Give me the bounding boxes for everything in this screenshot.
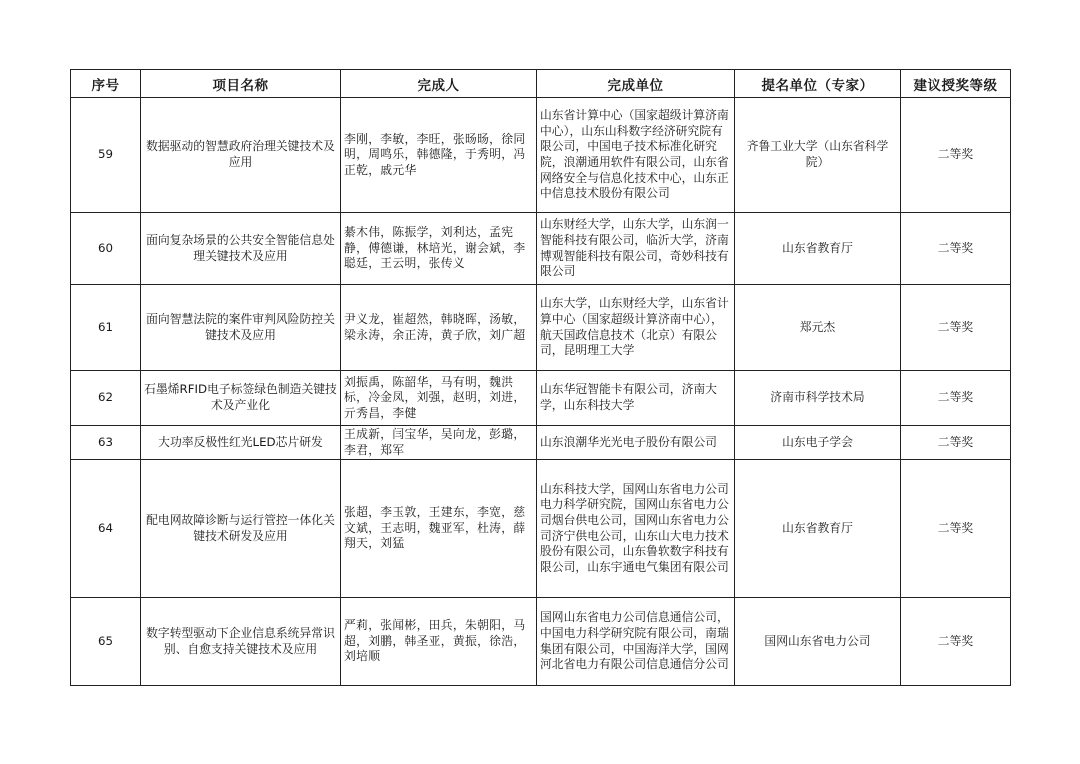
nominator: 山东省教育厅 <box>735 460 901 598</box>
award-level: 二等奖 <box>901 98 1011 213</box>
completing-units: 山东华冠智能卡有限公司，济南大学，山东科技大学 <box>537 371 735 426</box>
award-level: 二等奖 <box>901 460 1011 598</box>
completing-units: 山东大学，山东财经大学，山东省计算中心（国家超级计算济南中心），航天国政信息技术（北京）有限公司，昆明理工大学 <box>537 285 735 371</box>
row-number: 63 <box>71 426 141 460</box>
project-name: 面向复杂场景的公共安全智能信息处理关键技术及应用 <box>141 213 341 285</box>
col-header-name: 项目名称 <box>141 70 341 98</box>
contributors: 王成新，闫宝华，吴向龙，彭璐，李君，郑军 <box>341 426 537 460</box>
nominator: 郑元杰 <box>735 285 901 371</box>
row-number: 59 <box>71 98 141 213</box>
row-number: 61 <box>71 285 141 371</box>
contributors: 尹义龙，崔超然，韩晓晖，汤敏，梁永涛，余正涛，黄子欣，刘广超 <box>341 285 537 371</box>
col-header-num: 序号 <box>71 70 141 98</box>
row-number: 65 <box>71 598 141 686</box>
table-row <box>71 460 1011 598</box>
contributors: 綦木伟，陈振学，刘利达，孟宪静，傅德谦，林培光，谢会斌，李聪廷，王云明，张传义 <box>341 213 537 285</box>
completing-units: 山东科技大学，国网山东省电力公司电力科学研究院，国网山东省电力公司烟台供电公司，国网山东省电力公司济宁供电公司，山东山大电力技术股份有限公司，山东鲁软数字科技有限公司，山东宇通电气集团有限公司 <box>537 460 735 598</box>
award-level: 二等奖 <box>901 371 1011 426</box>
nominator: 齐鲁工业大学（山东省科学院） <box>735 98 901 213</box>
award-level: 二等奖 <box>901 285 1011 371</box>
award-level: 二等奖 <box>901 598 1011 686</box>
nominator: 山东省教育厅 <box>735 213 901 285</box>
col-header-people: 完成人 <box>341 70 537 98</box>
award-recommendation-table <box>70 69 1011 686</box>
award-level: 二等奖 <box>901 426 1011 460</box>
project-name: 面向智慧法院的案件审判风险防控关键技术及应用 <box>141 285 341 371</box>
contributors: 刘振禹，陈韶华，马有明，魏洪标，冷金凤，刘强，赵明，刘进，亓秀昌，李健 <box>341 371 537 426</box>
project-name: 数据驱动的智慧政府治理关键技术及应用 <box>141 98 341 213</box>
col-header-level: 建议授奖等级 <box>901 70 1011 98</box>
table-row <box>71 213 1011 285</box>
table-row <box>71 598 1011 686</box>
table-row <box>71 371 1011 426</box>
project-name: 数字转型驱动下企业信息系统异常识别、自愈支持关键技术及应用 <box>141 598 341 686</box>
completing-units: 山东财经大学，山东大学，山东润一智能科技有限公司，临沂大学，济南博观智能科技有限公司，奇妙科技有限公司 <box>537 213 735 285</box>
completing-units: 山东省计算中心（国家超级计算济南中心），山东山科数字经济研究院有限公司，中国电子技术标准化研究院，浪潮通用软件有限公司，山东省网络安全与信息化技术中心，山东正中信息技术股份有限公司 <box>537 98 735 213</box>
table-row <box>71 285 1011 371</box>
row-number: 62 <box>71 371 141 426</box>
completing-units: 山东浪潮华光光电子股份有限公司 <box>537 426 735 460</box>
col-header-nominator: 提名单位（专家） <box>735 70 901 98</box>
contributors: 张超，李玉敦，王建东，李宽，慈文斌，王志明，魏亚军，杜涛，薛翔天，刘猛 <box>341 460 537 598</box>
project-name: 大功率反极性红光LED芯片研发 <box>141 426 341 460</box>
row-number: 64 <box>71 460 141 598</box>
nominator: 山东电子学会 <box>735 426 901 460</box>
col-header-units: 完成单位 <box>537 70 735 98</box>
nominator: 济南市科学技术局 <box>735 371 901 426</box>
project-name: 石墨烯RFID电子标签绿色制造关键技术及产业化 <box>141 371 341 426</box>
completing-units: 国网山东省电力公司信息通信公司，中国电力科学研究院有限公司，南瑞集团有限公司，中国海洋大学，国网河北省电力有限公司信息通信分公司 <box>537 598 735 686</box>
table-row <box>71 98 1011 213</box>
project-name: 配电网故障诊断与运行管控一体化关键技术研发及应用 <box>141 460 341 598</box>
contributors: 严莉，张闻彬，田兵，朱朝阳，马超，刘鹏，韩圣亚，黄振，徐浩，刘培顺 <box>341 598 537 686</box>
table-row <box>71 426 1011 460</box>
header-row <box>71 70 1011 98</box>
nominator: 国网山东省电力公司 <box>735 598 901 686</box>
award-level: 二等奖 <box>901 213 1011 285</box>
row-number: 60 <box>71 213 141 285</box>
contributors: 李刚，李敏，李旺，张旸旸，徐同明，周鸣乐，韩德隆，于秀明，冯正乾，戚元华 <box>341 98 537 213</box>
